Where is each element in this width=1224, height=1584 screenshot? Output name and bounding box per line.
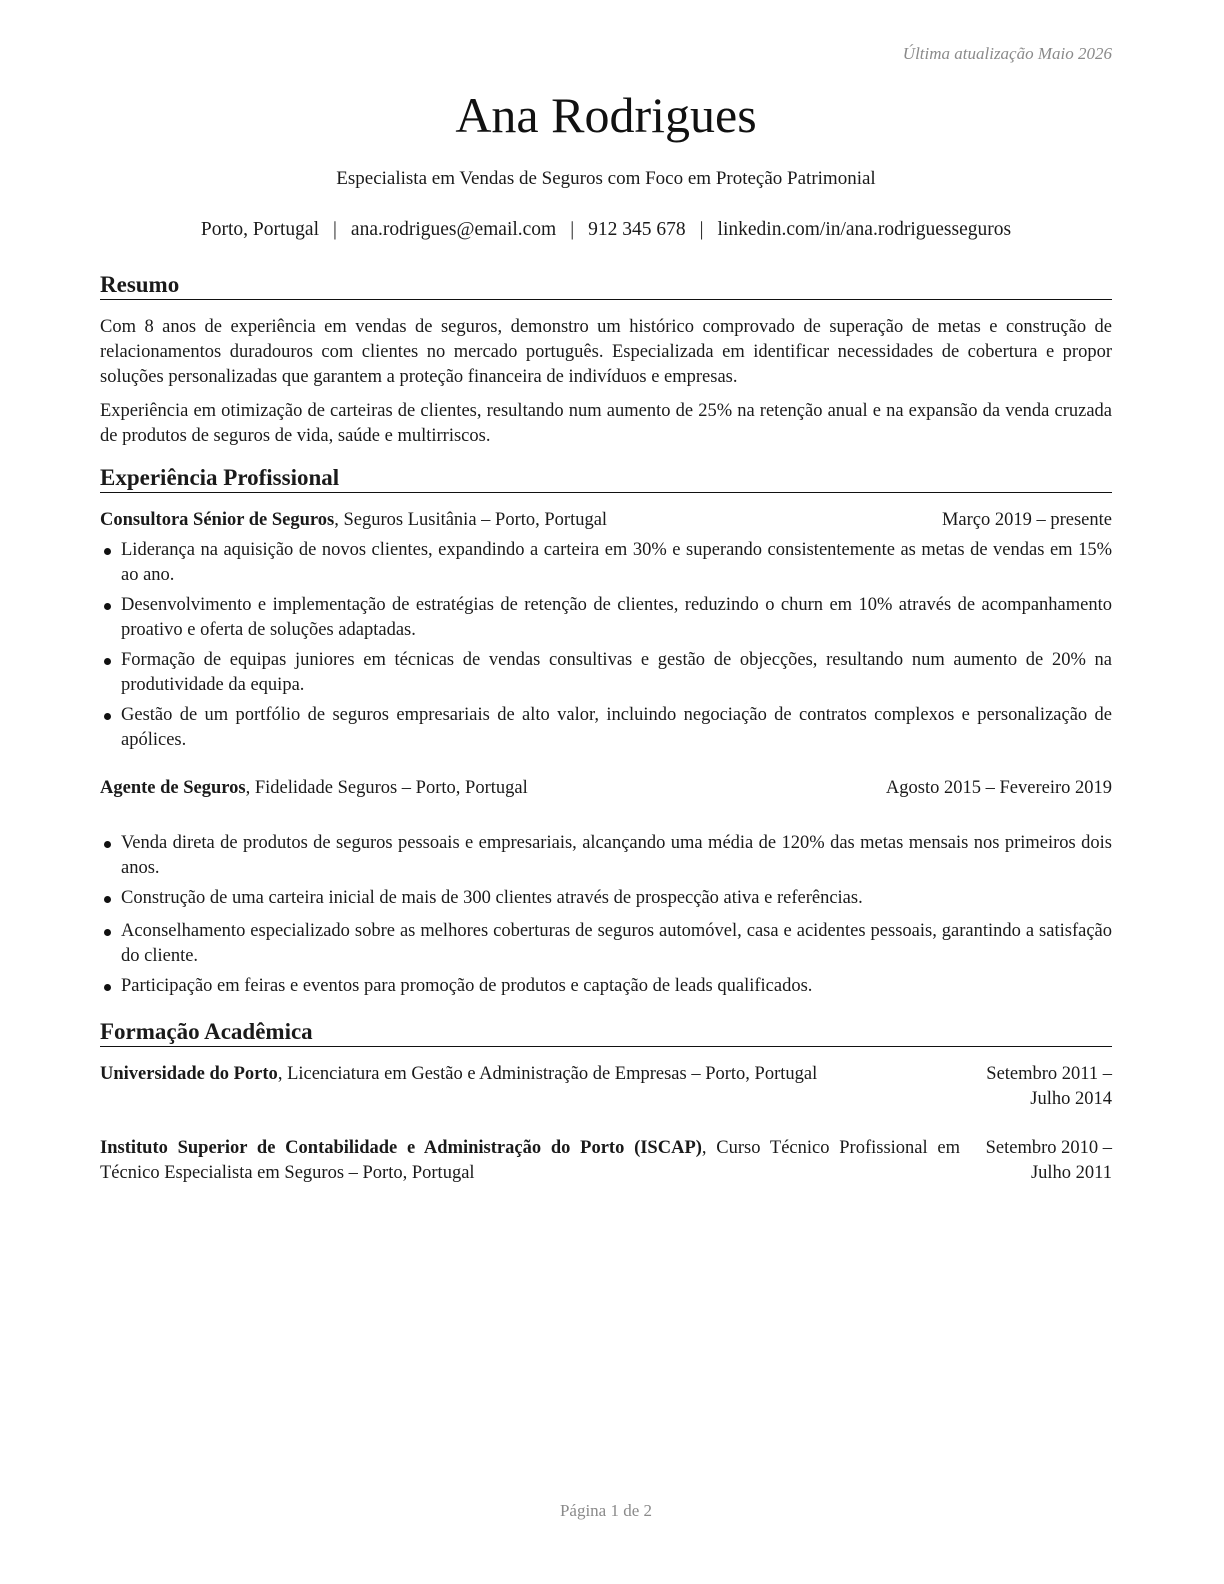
job-title-line [100,508,607,533]
education-description [100,1136,960,1186]
education-item [100,1136,1112,1186]
list-item: Desenvolvimento e implementação de estratégias de retenção de clientes, reduzindo o churn em 10% através de acompanhamento proativo e oferta de soluções adaptadas. [100,593,1112,643]
education-item [100,1062,1112,1112]
contact-email[interactable]: ana.rodrigues@email.com [350,219,557,240]
education-detail: , Curso Técnico Profissional em Técnico Especialista em Seguros – Porto, Portugal [100,1138,960,1183]
job-role: Consultora Sénior de Seguros [100,510,335,530]
list-item: Venda direta de produtos de seguros pessoais e empresariais, alcançando uma média de 120% das metas mensais nos primeiros dois anos. [100,831,1112,881]
job-dates: Agosto 2015 – Fevereiro 2019 [885,778,1112,798]
job-bullets [100,831,1112,1004]
list-item: Aconselhamento especializado sobre as melhores coberturas de seguros automóvel, casa e acidentes pessoais, garantindo a satisfação do cliente. [100,919,1112,969]
job-title-line [100,776,528,801]
list-item: Construção de uma carteira inicial de mais de 300 clientes através de prospecção ativa e referências. [100,886,1112,911]
contact-separator: | [699,219,704,240]
contact-location: Porto, Portugal [200,219,320,240]
headline: Especialista em Vendas de Seguros com Foco em Proteção Patrimonial [336,168,876,189]
summary-paragraph-2: Experiência em otimização de carteiras de clientes, resultando num aumento de 25% na retenção anual e na expansão da venda cruzada de produtos de seguros de vida, saúde e multirriscos. [100,401,1112,446]
contact-line [100,219,1112,241]
education-description [100,1062,960,1087]
resume-page [100,0,1112,1584]
job-role: Agente de Seguros [100,778,246,798]
list-item: Gestão de um portfólio de seguros empresariais de alto valor, incluindo negociação de contratos complexos e personalização de apólices. [100,703,1112,753]
contact-separator: | [570,219,575,240]
contact-phone: 912 345 678 [588,219,686,240]
education-dates: Setembro 2011 – Julho 2014 [986,1064,1112,1109]
contact-linkedin[interactable]: linkedin.com/in/ana.rodriguesseguros [717,219,1012,240]
candidate-name: Ana Rodrigues [455,87,757,143]
education-detail: , Licenciatura em Gestão e Administração de Empresas – Porto, Portugal [277,1064,818,1084]
list-item: Formação de equipas juniores em técnicas de vendas consultivas e gestão de objecções, resultando num aumento de 20% na produtividade da equipa. [100,648,1112,698]
section-title-education: Formação Acadêmica [100,1019,1112,1047]
job-header [100,776,1112,826]
job-dates: Março 2019 – presente [941,510,1112,530]
education-school: Instituto Superior de Contabilidade e Administração do Porto (ISCAP) [100,1138,702,1158]
summary-paragraph-1: Com 8 anos de experiência em vendas de seguros, demonstro um histórico comprovado de superação de metas e construção de relacionamentos duradouros com clientes no mercado português. Especializada em identificar necessidades de cobertura e propor soluções personalizadas que garantem a proteção financeira de indivíduos e empresas. [100,317,1112,387]
list-item: Participação em feiras e eventos para promoção de produtos e captação de leads qualificados. [100,974,1112,999]
job-bullets [100,538,1112,758]
education-school: Universidade do Porto [100,1064,278,1084]
contact-separator: | [333,219,337,240]
job-header [100,508,1112,533]
education-dates: Setembro 2010 – Julho 2011 [985,1138,1112,1183]
last-updated: Última atualização Maio 2026 [902,44,1112,63]
page-number: Página 1 de 2 [559,1501,653,1520]
section-title-experience: Experiência Profissional [100,465,1112,493]
job-company: , Seguros Lusitânia – Porto, Portugal [334,510,608,530]
job-company: , Fidelidade Seguros – Porto, Portugal [245,778,528,798]
list-item: Liderança na aquisição de novos clientes, expandindo a carteira em 30% e superando consistentemente as metas de vendas em 15% ao ano. [100,538,1112,588]
section-title-summary: Resumo [100,272,1112,300]
